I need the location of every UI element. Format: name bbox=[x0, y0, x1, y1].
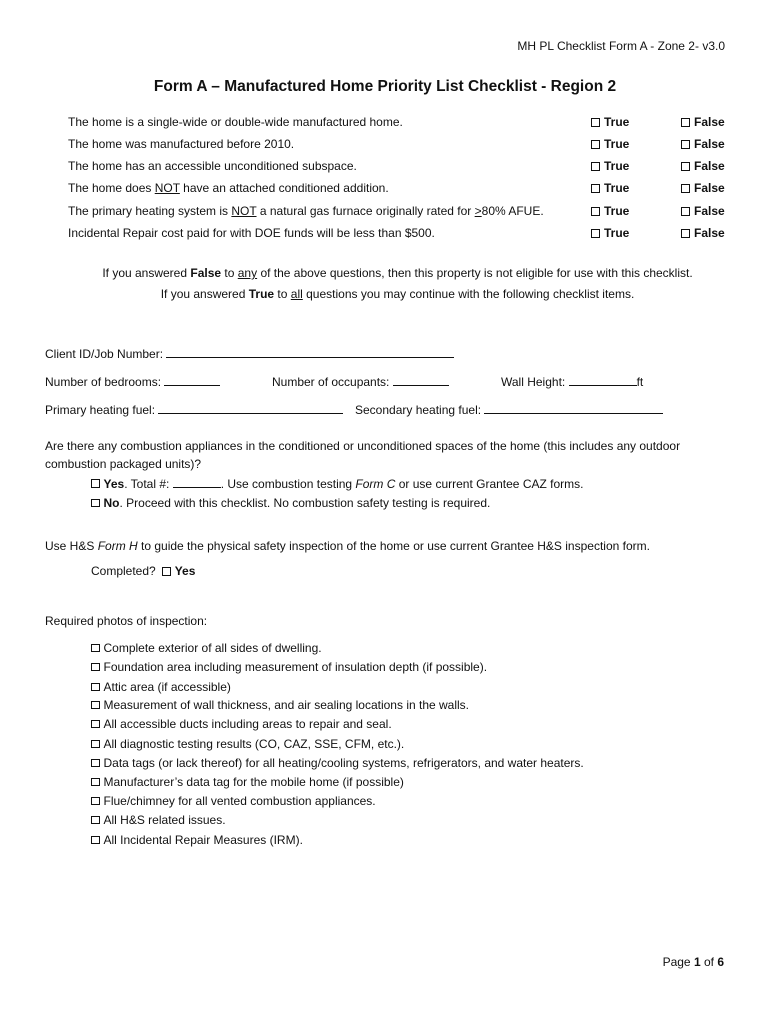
false-option-4[interactable]: False bbox=[681, 181, 725, 195]
combustion-no-option[interactable]: No. Proceed with this checklist. No combustion safety testing is required. bbox=[91, 496, 490, 510]
photo-item[interactable]: Manufacturer’s data tag for the mobile home (if possible) bbox=[91, 775, 404, 789]
hs-instruction: Use H&S Form H to guide the physical safety inspection of the home or use current Grantee H&S inspection form. bbox=[45, 539, 650, 553]
false-option-3[interactable]: False bbox=[681, 159, 725, 173]
checkbox-icon[interactable] bbox=[681, 162, 690, 171]
question-1: The home is a single-wide or double-wide manufactured home. bbox=[68, 115, 403, 129]
primary-fuel-input[interactable] bbox=[158, 402, 343, 414]
occupants-field[interactable]: Number of occupants: bbox=[272, 374, 449, 389]
false-option-2[interactable]: False bbox=[681, 137, 725, 151]
checkbox-icon[interactable] bbox=[681, 118, 690, 127]
checkbox-icon[interactable] bbox=[91, 499, 100, 508]
checkbox-icon[interactable] bbox=[91, 663, 100, 672]
false-option-1[interactable]: False bbox=[681, 115, 725, 129]
true-option-4[interactable]: True bbox=[591, 181, 629, 195]
client-id-field[interactable]: Client ID/Job Number: bbox=[45, 346, 454, 361]
checkbox-icon[interactable] bbox=[591, 229, 600, 238]
photo-item[interactable]: All H&S related issues. bbox=[91, 813, 226, 827]
checkbox-icon[interactable] bbox=[91, 479, 100, 488]
true-option-2[interactable]: True bbox=[591, 137, 629, 151]
secondary-fuel-field[interactable]: Secondary heating fuel: bbox=[355, 402, 663, 417]
photo-item[interactable]: Attic area (if accessible) bbox=[91, 680, 231, 694]
page-number: Page 1 of 6 bbox=[662, 955, 724, 969]
secondary-fuel-input[interactable] bbox=[484, 402, 663, 414]
true-option-1[interactable]: True bbox=[591, 115, 629, 129]
checkbox-icon[interactable] bbox=[681, 184, 690, 193]
page-title: Form A – Manufactured Home Priority List Checklist - Region 2 bbox=[153, 78, 617, 95]
checkbox-icon[interactable] bbox=[591, 118, 600, 127]
checkbox-icon[interactable] bbox=[91, 701, 100, 710]
false-option-6[interactable]: False bbox=[681, 226, 725, 240]
true-option-5[interactable]: True bbox=[591, 204, 629, 218]
checkbox-icon[interactable] bbox=[91, 797, 100, 806]
checkbox-icon[interactable] bbox=[591, 140, 600, 149]
checkbox-icon[interactable] bbox=[591, 184, 600, 193]
checkbox-icon[interactable] bbox=[91, 836, 100, 845]
checkbox-icon[interactable] bbox=[91, 683, 100, 692]
checkbox-icon[interactable] bbox=[681, 207, 690, 216]
photo-item[interactable]: All Incidental Repair Measures (IRM). bbox=[91, 833, 303, 847]
hs-completed-row[interactable]: Completed? Yes bbox=[91, 564, 196, 578]
primary-fuel-field[interactable]: Primary heating fuel: bbox=[45, 402, 343, 417]
checkbox-icon[interactable] bbox=[91, 720, 100, 729]
eligibility-note-true: If you answered True to all questions you may continue with the following checklist items. bbox=[160, 287, 635, 301]
photo-item[interactable]: All accessible ducts including areas to repair and seal. bbox=[91, 717, 392, 731]
photo-item[interactable]: Flue/chimney for all vented combustion appliances. bbox=[91, 794, 376, 808]
photo-item[interactable]: Foundation area including measurement of insulation depth (if possible). bbox=[91, 660, 487, 674]
eligibility-note-false: If you answered False to any of the above questions, then this property is not eligible for use with this checklist. bbox=[102, 266, 693, 280]
checkbox-icon[interactable] bbox=[91, 644, 100, 653]
wall-height-input[interactable] bbox=[569, 374, 637, 386]
true-option-6[interactable]: True bbox=[591, 226, 629, 240]
checkbox-icon[interactable] bbox=[681, 140, 690, 149]
combustion-yes-option[interactable]: Yes. Total #: . Use combustion testing Form C or use current Grantee CAZ forms. bbox=[91, 476, 583, 491]
photo-item[interactable]: Measurement of wall thickness, and air sealing locations in the walls. bbox=[91, 698, 469, 712]
photos-heading: Required photos of inspection: bbox=[45, 614, 208, 628]
checkbox-icon[interactable] bbox=[91, 759, 100, 768]
bedrooms-input[interactable] bbox=[164, 374, 220, 386]
checkbox-icon[interactable] bbox=[591, 207, 600, 216]
bedrooms-field[interactable]: Number of bedrooms: bbox=[45, 374, 220, 389]
false-option-5[interactable]: False bbox=[681, 204, 725, 218]
checkbox-icon[interactable] bbox=[91, 740, 100, 749]
checkbox-icon[interactable] bbox=[162, 567, 171, 576]
photo-item[interactable]: Data tags (or lack thereof) for all heating/cooling systems, refrigerators, and water heaters. bbox=[91, 756, 584, 770]
checkbox-icon[interactable] bbox=[91, 816, 100, 825]
combustion-question-cont: combustion packaged units)? bbox=[45, 457, 202, 471]
question-2: The home was manufactured before 2010. bbox=[68, 137, 295, 151]
combustion-question: Are there any combustion appliances in the conditioned or unconditioned spaces of the home (this includes any outdoor bbox=[45, 439, 681, 453]
client-id-input[interactable] bbox=[166, 346, 454, 358]
checkbox-icon[interactable] bbox=[591, 162, 600, 171]
checkbox-icon[interactable] bbox=[91, 778, 100, 787]
question-6: Incidental Repair cost paid for with DOE funds will be less than $500. bbox=[68, 226, 435, 240]
question-3: The home has an accessible unconditioned subspace. bbox=[68, 159, 357, 173]
combustion-total-input[interactable] bbox=[173, 476, 221, 488]
form-code-header: MH PL Checklist Form A - Zone 2- v3.0 bbox=[517, 39, 725, 53]
true-option-3[interactable]: True bbox=[591, 159, 629, 173]
question-4: The home does NOT have an attached conditioned addition. bbox=[68, 181, 389, 195]
wall-height-field[interactable]: Wall Height: ft bbox=[501, 375, 644, 389]
occupants-input[interactable] bbox=[393, 374, 449, 386]
photo-item[interactable]: Complete exterior of all sides of dwelling. bbox=[91, 641, 322, 655]
photo-item[interactable]: All diagnostic testing results (CO, CAZ, SSE, CFM, etc.). bbox=[91, 737, 404, 751]
question-5: The primary heating system is NOT a natural gas furnace originally rated for >80% AFUE. bbox=[68, 204, 544, 218]
checkbox-icon[interactable] bbox=[681, 229, 690, 238]
